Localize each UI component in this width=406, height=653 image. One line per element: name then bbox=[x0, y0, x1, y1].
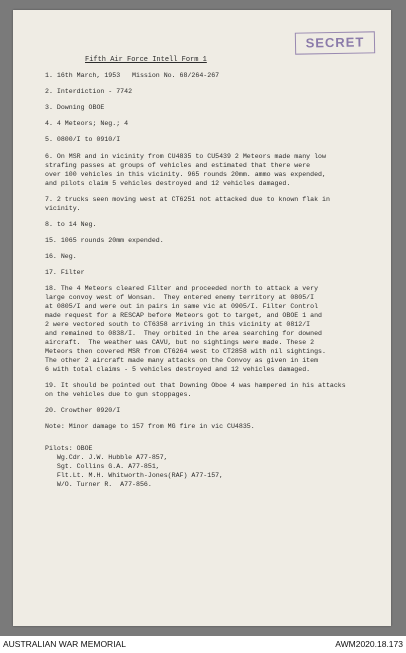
line-6d: and pilots claim 5 vehicles destroyed and 12 vehicles damaged. bbox=[45, 180, 291, 187]
line-18a: 18. The 4 Meteors cleared Filter and proceeded north to attack a very bbox=[45, 285, 319, 292]
line-18h: Meteors then covered MSR from CT6264 west to CT2858 with nil sightings. bbox=[45, 348, 326, 355]
line-19b: on the vehicles due to gun stoppages. bbox=[45, 391, 192, 398]
line-8: 8. to 14 Neg. bbox=[45, 221, 97, 228]
line-5: 5. 0800/I to 0910/I bbox=[45, 136, 121, 143]
line-16: 16. Neg. bbox=[45, 253, 77, 260]
line-20: 20. Crowther 0920/I bbox=[45, 407, 121, 414]
line-18j: 6 with total claims - 5 vehicles destroyed and 12 vehicles damaged. bbox=[45, 366, 311, 373]
line-2: 2. Interdiction - 7742 bbox=[45, 88, 133, 95]
line-18e: 2 were vectored south to CT6358 arriving in this vicinity at 0812/I bbox=[45, 321, 311, 328]
line-6a: 6. On MSR and in vicinity from CU4835 to CU5439 2 Meteors made many low bbox=[45, 153, 326, 160]
pilots-heading: Pilots: OBOE bbox=[45, 445, 93, 452]
line-18c: at 0805/I and were out in pairs in same vic at 0905/I. Filter Control bbox=[45, 303, 319, 310]
line-1: 1. 16th March, 1953 Mission No. 68/264-267 bbox=[45, 72, 220, 79]
line-18i: The other 2 aircraft made many attacks on the Convoy as given in item bbox=[45, 357, 319, 364]
pilot-2: Sgt. Collins G.A. A77-851, bbox=[45, 463, 160, 470]
pilot-3: Flt.Lt. M.H. Whitworth-Jones(RAF) A77-157, bbox=[45, 472, 224, 479]
line-7b: vicinity. bbox=[45, 205, 81, 212]
line-18g: aircraft. The weather was CAVU, but no sightings were made. These 2 bbox=[45, 339, 315, 346]
footer-catalogue-id: AWM2020.18.173 bbox=[335, 639, 403, 649]
note-line: Note: Minor damage to 157 from MG fire in vic CU4835. bbox=[45, 423, 255, 430]
line-17: 17. Filter bbox=[45, 269, 85, 276]
line-18f: and remained to 0838/I. They orbited in the area searching for downed bbox=[45, 330, 322, 337]
secret-stamp: SECRET bbox=[295, 31, 375, 54]
line-6b: strafing passes at groups of vehicles and estimated that there were bbox=[45, 162, 311, 169]
line-7a: 7. 2 trucks seen moving west at CT6251 not attacked due to known flak in bbox=[45, 196, 330, 203]
line-19a: 19. It should be pointed out that Downing Oboe 4 was hampered in his attacks bbox=[45, 382, 346, 389]
document-page bbox=[13, 10, 391, 626]
line-18b: large convoy west of Wonsan. They entered enemy territory at 0805/I bbox=[45, 294, 315, 301]
footer-institution: AUSTRALIAN WAR MEMORIAL bbox=[3, 639, 126, 649]
line-18d: made request for a RESCAP before Meteors got to target, and OBOE 1 and bbox=[45, 312, 322, 319]
line-15: 15. 1065 rounds 20mm expended. bbox=[45, 237, 164, 244]
footer-bar bbox=[0, 636, 406, 653]
pilot-1: Wg.Cdr. J.W. Hubble A77-857, bbox=[45, 454, 168, 461]
document-title: Fifth Air Force Intell Form 1 bbox=[85, 56, 207, 64]
line-3: 3. Downing OBOE bbox=[45, 104, 105, 111]
line-4: 4. 4 Meteors; Neg.; 4 bbox=[45, 120, 129, 127]
pilot-4: W/O. Turner R. A77-856. bbox=[45, 481, 152, 488]
line-6c: over 100 vehicles in this vicinity. 965 rounds 20mm. ammo was expended, bbox=[45, 171, 326, 178]
